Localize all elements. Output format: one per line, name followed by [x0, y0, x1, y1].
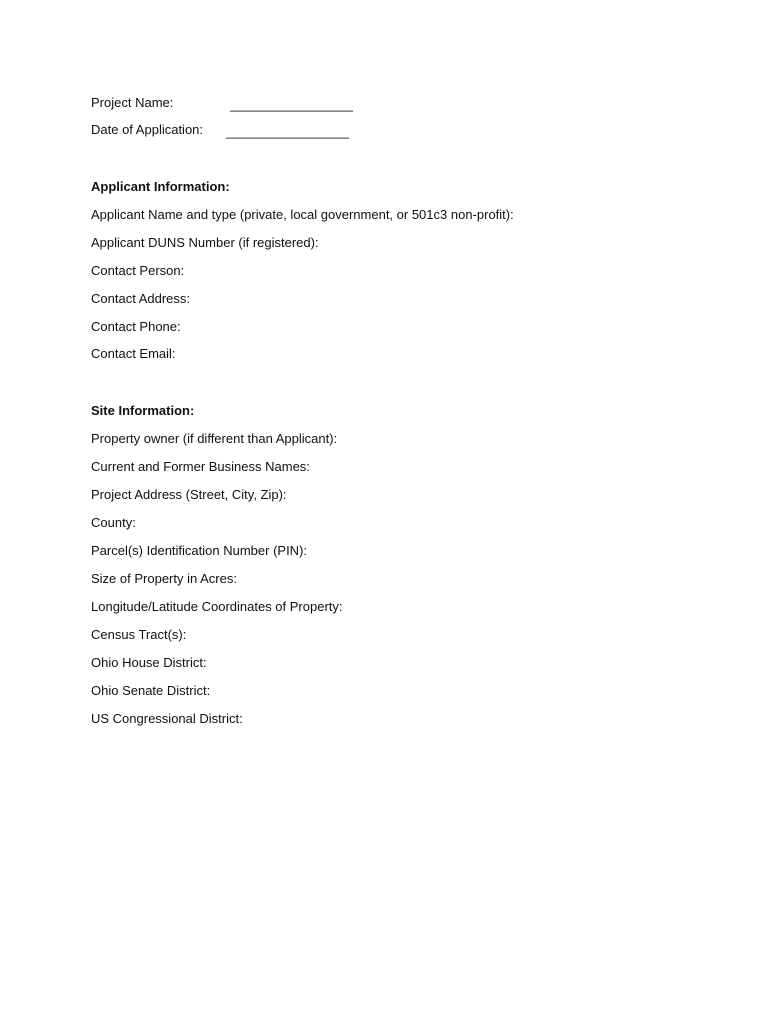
contact-address-label: Contact Address: [91, 291, 190, 306]
applicant-name-type-label: Applicant Name and type (private, local government, or 501c3 non-profit): [91, 207, 514, 222]
ohio-senate-district-label: Ohio Senate District: [91, 683, 211, 698]
contact-email-label: Contact Email: [91, 346, 176, 361]
date-of-application-label: Date of Application: [91, 122, 204, 137]
contact-person-label: Contact Person: [91, 263, 185, 278]
census-tract-label: Census Tract(s): [91, 627, 187, 642]
property-owner-label: Property owner (if different than Applicant): [91, 431, 338, 446]
applicant-duns-label: Applicant DUNS Number (if registered): [91, 235, 319, 250]
project-name-blank: _________________ [230, 97, 353, 112]
parcel-pin-label: Parcel(s) Identification Number (PIN): [91, 543, 308, 558]
business-names-label: Current and Former Business Names: [91, 459, 310, 474]
applicant-section-heading: Applicant Information: [91, 179, 230, 194]
coordinates-label: Longitude/Latitude Coordinates of Property: [91, 599, 343, 614]
site-section-heading: Site Information: [91, 403, 195, 418]
project-address-label: Project Address (Street, City, Zip): [91, 487, 287, 502]
us-congressional-district-label: US Congressional District: [91, 711, 243, 726]
project-name-label: Project Name: [91, 95, 174, 110]
county-label: County: [91, 515, 136, 530]
property-size-label: Size of Property in Acres: [91, 571, 237, 586]
date-of-application-blank: _________________ [226, 124, 349, 139]
ohio-house-district-label: Ohio House District: [91, 655, 207, 670]
contact-phone-label: Contact Phone: [91, 319, 181, 334]
